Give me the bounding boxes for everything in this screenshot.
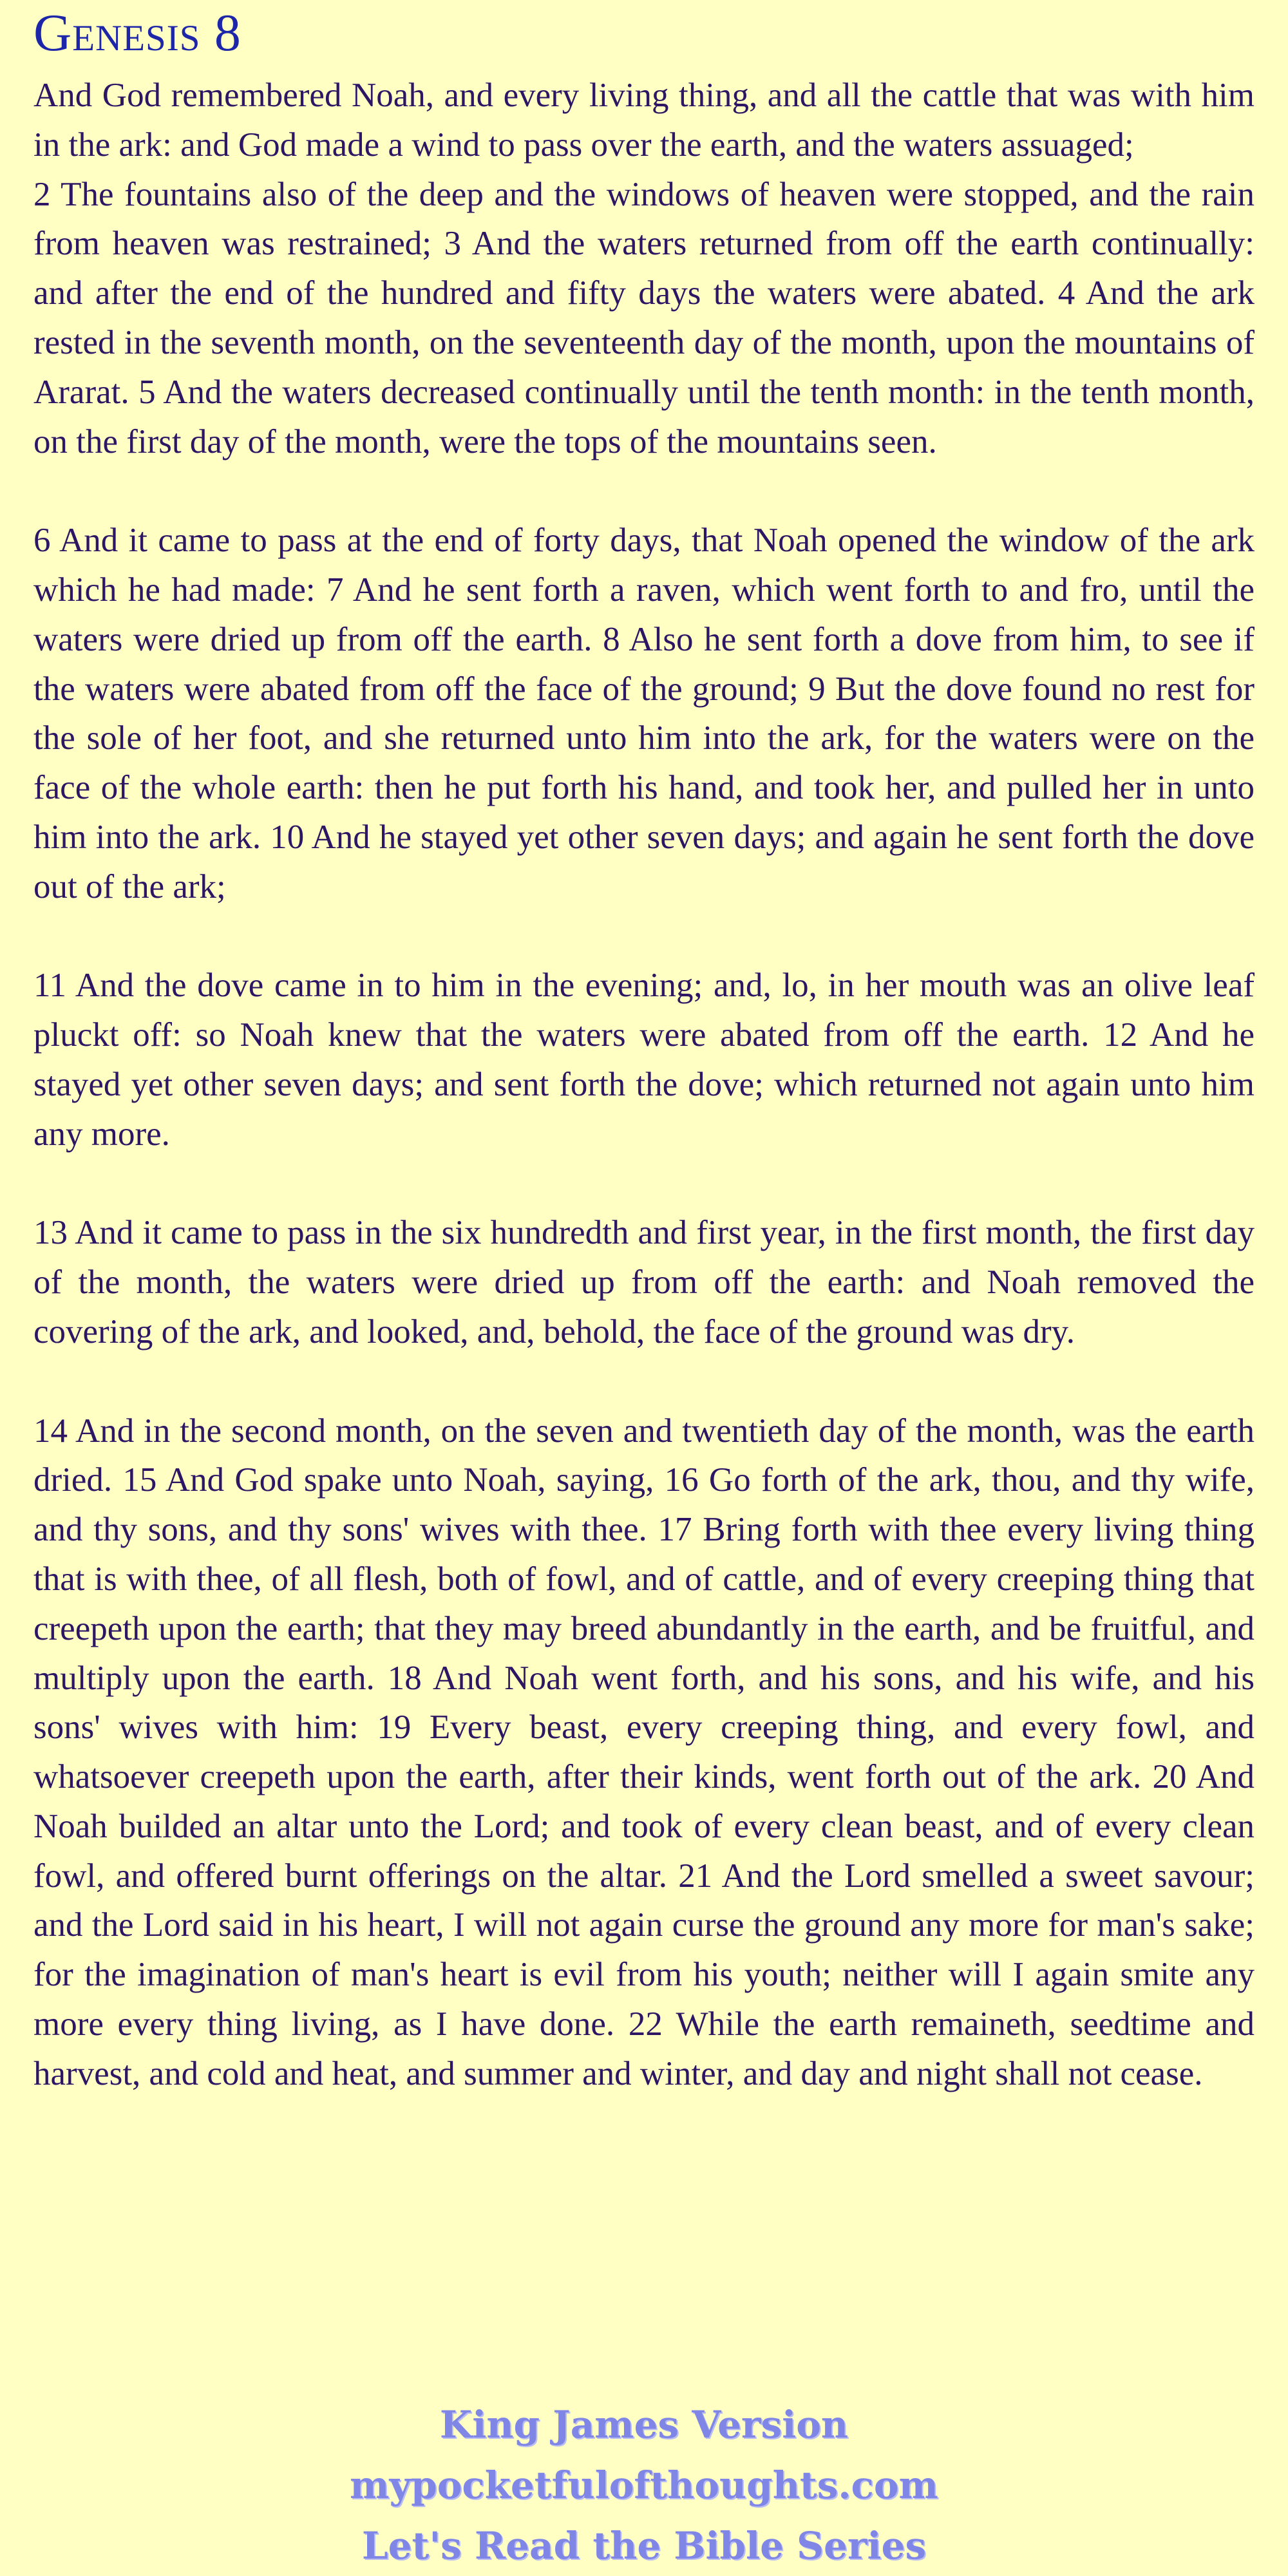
series-label: Let's Read the Bible Series — [361, 2524, 927, 2568]
paragraph-2: 6 And it came to pass at the end of forty days, that Noah opened the window of the ark which he had made: 7 And he sent forth a raven, which went forth to and fro, until the waters were dried up from off the earth. 8 Also he sent forth a dove from him, to see if the waters were abated from off the face of the ground; 9 But the dove found no rest for the sole of her foot, and she returned unto him into the ark, for the waters were on the face of the whole earth: then he put forth his hand, and took her, and pulled her in unto him into the ark. 10 And he stayed yet other seven days; and again he sent forth the dove out of the ark; — [33, 522, 1255, 905]
paragraph-4: 13 And it came to pass in the six hundredth and first year, in the first month, the first day of the month, the waters were dried up from off the earth: and Noah removed the covering of the ark, and looked, and, behold, the face of the ground was dry. — [33, 1214, 1255, 1350]
version-label: King James Version — [439, 2403, 849, 2447]
paragraph-5: 14 And in the second month, on the seven and twentieth day of the month, was the earth dried. 15 And God spake unto Noah, saying, 16 Go forth of the ark, thou, and thy wife, and thy sons, and thy sons' wives with thee. 17 Bring forth with thee every living thing that is with thee, of all flesh, both of fowl, and of cattle, and of every creeping thing that creepeth upon the earth; that they may breed abundantly in the earth, and be fruitful, and multiply upon the earth. 18 And Noah went forth, and his sons, and his wife, and his sons' wives with him: 19 Every beast, every creeping thing, and every fowl, and whatsoever creepeth upon the earth, after their kinds, went forth out of the ark. 20 And Noah builded an altar unto the Lord; and took of every clean beast, and of every clean fowl, and offered burnt offerings on the altar. 21 And the Lord smelled a sweet savour; and the Lord said in his heart, I will not again curse the ground any more for man's sake; for the imagination of man's heart is evil from his youth; neither will I again smite any more every thing living, as I have done. 22 While the earth remaineth, seedtime and harvest, and cold and heat, and summer and winter, and day and night shall not cease. — [33, 1412, 1255, 2092]
chapter-text — [33, 71, 1255, 2099]
paragraph-1: And God remembered Noah, and every living thing, and all the cattle that was with him in the ark: and God made a wind to pass over the earth, and the waters assuaged; 2 The fountains also of the deep and the windows of heaven were stopped, and the rain from heaven was restrained; 3 And the waters returned from off the earth continually: and after the end of the hundred and fifty days the waters were abated. 4 And the ark rested in the seventh month, on the seventeenth day of the month, upon the mountains of Ararat. 5 And the waters decreased continually until the tenth month: in the tenth month, on the first day of the month, were the tops of the mountains seen. — [33, 77, 1255, 460]
chapter-title: Genesis 8 — [33, 3, 242, 62]
paragraph-3: 11 And the dove came in to him in the evening; and, lo, in her mouth was an olive leaf pluckt off: so Noah knew that the waters were abated from off the earth. 12 And he stayed yet other seven days; and sent forth the dove; which returned not again unto him any more. — [33, 967, 1255, 1153]
website-link[interactable]: mypocketfulofthoughts.com — [350, 2463, 938, 2507]
footer — [0, 2394, 1288, 2576]
page — [33, 0, 1255, 2576]
